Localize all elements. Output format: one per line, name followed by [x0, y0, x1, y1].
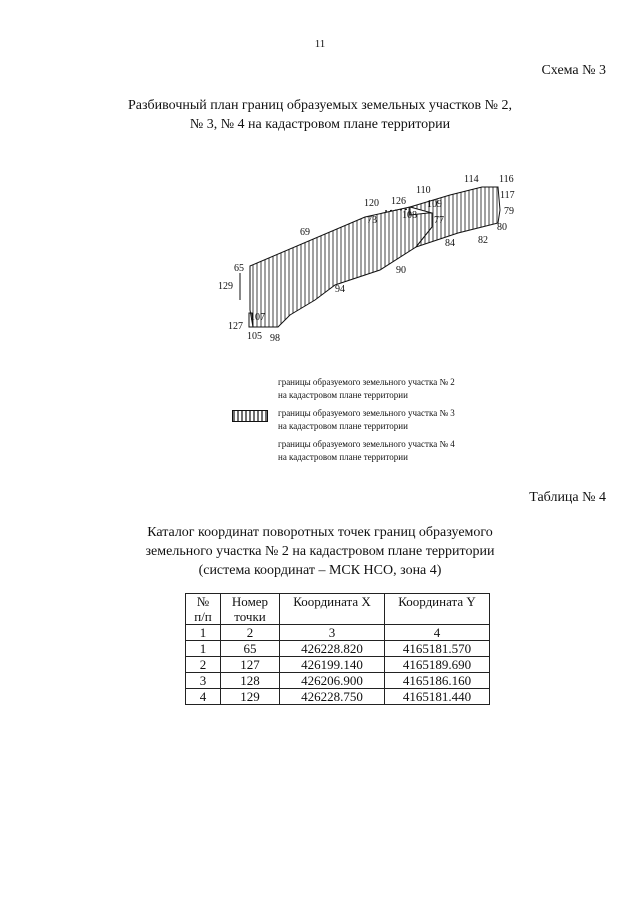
point-label: 109	[427, 199, 442, 210]
table-title-line-3: (система координат – МСК НСО, зона 4)	[198, 563, 442, 578]
header-cell-x	[280, 594, 385, 625]
table-cell: 128	[221, 673, 280, 689]
header-text: п/п	[194, 609, 212, 624]
scheme-title	[60, 96, 580, 134]
legend-item-parcel-3	[232, 407, 532, 437]
legend-item-parcel-2	[232, 376, 532, 406]
table-number: Таблица № 4	[529, 490, 606, 505]
hatched-swatch-icon	[232, 410, 268, 422]
table-row	[186, 657, 490, 673]
table-cell: 1	[186, 625, 221, 641]
table-cell: 2	[221, 625, 280, 641]
legend-text-line-2: на кадастровом плане территории	[278, 421, 408, 431]
coordinates-table	[185, 593, 490, 705]
table-row	[186, 689, 490, 705]
legend-text-line-2: на кадастровом плане территории	[278, 390, 408, 400]
point-label: 117	[500, 190, 515, 201]
table-row	[186, 673, 490, 689]
point-label: 77	[434, 215, 444, 226]
legend-text-line-1: границы образуемого земельного участка № 4	[278, 439, 455, 449]
legend-text-line-2: на кадастровом плане территории	[278, 452, 408, 462]
point-label: 114	[464, 174, 479, 185]
point-label: 110	[416, 185, 431, 196]
table-cell: 426228.750	[280, 689, 385, 705]
legend-text-line-1: границы образуемого земельного участка № 3	[278, 408, 455, 418]
point-label: 73	[367, 215, 377, 226]
point-label: 79	[504, 206, 514, 217]
legend-item-parcel-4	[232, 438, 532, 468]
point-label: 129	[218, 281, 233, 292]
point-label: 84	[445, 238, 455, 249]
header-cell-number	[186, 594, 221, 625]
table-cell: 426206.900	[280, 673, 385, 689]
table-cell: 2	[186, 657, 221, 673]
header-text: Координата Y	[398, 594, 476, 609]
point-label: 69	[300, 227, 310, 238]
point-label: 82	[478, 235, 488, 246]
table-cell: 1	[186, 641, 221, 657]
header-cell-point	[221, 594, 280, 625]
table-cell: 426228.820	[280, 641, 385, 657]
table-cell: 3	[280, 625, 385, 641]
table-title	[60, 523, 580, 580]
cadastral-plan-diagram	[220, 165, 530, 350]
point-label: 107	[250, 312, 265, 323]
table-index-row	[186, 625, 490, 641]
point-label: 126	[391, 196, 406, 207]
scheme-title-line-1: Разбивочный план границ образуемых земельных участков № 2,	[128, 98, 512, 113]
point-label: 98	[270, 333, 280, 344]
header-text: Номер	[231, 594, 269, 609]
point-label: 94	[335, 284, 345, 295]
point-label: 80	[497, 222, 507, 233]
table-header-row	[186, 594, 490, 625]
point-label: 116	[499, 174, 514, 185]
table-cell: 4165181.570	[385, 641, 490, 657]
header-text: Координата X	[293, 594, 371, 609]
table-cell: 4165186.160	[385, 673, 490, 689]
point-label: 120	[364, 198, 379, 209]
table-cell: 4	[385, 625, 490, 641]
table-cell: 4165189.690	[385, 657, 490, 673]
point-label: 65	[234, 263, 244, 274]
table-cell: 4	[186, 689, 221, 705]
table-cell: 426199.140	[280, 657, 385, 673]
table-row	[186, 641, 490, 657]
table-cell: 129	[221, 689, 280, 705]
scheme-title-line-2: № 3, № 4 на кадастровом плане территории	[189, 117, 451, 132]
table-title-line-2: земельного участка № 2 на кадастровом плане территории	[145, 544, 495, 559]
table-cell: 127	[221, 657, 280, 673]
header-text: точки	[234, 609, 266, 624]
point-label: 127	[228, 321, 243, 332]
header-cell-y	[385, 594, 490, 625]
scheme-number: Схема № 3	[541, 63, 606, 78]
point-label: 90	[396, 265, 406, 276]
header-text: №	[196, 594, 210, 609]
point-label: 108	[402, 210, 417, 221]
legend-text-line-1: границы образуемого земельного участка № 2	[278, 377, 455, 387]
table-cell: 3	[186, 673, 221, 689]
point-label: 105	[247, 331, 262, 342]
page-number: 11	[314, 38, 326, 50]
table-cell: 4165181.440	[385, 689, 490, 705]
table-cell: 65	[221, 641, 280, 657]
table-title-line-1: Каталог координат поворотных точек границ образуемого	[147, 525, 493, 540]
